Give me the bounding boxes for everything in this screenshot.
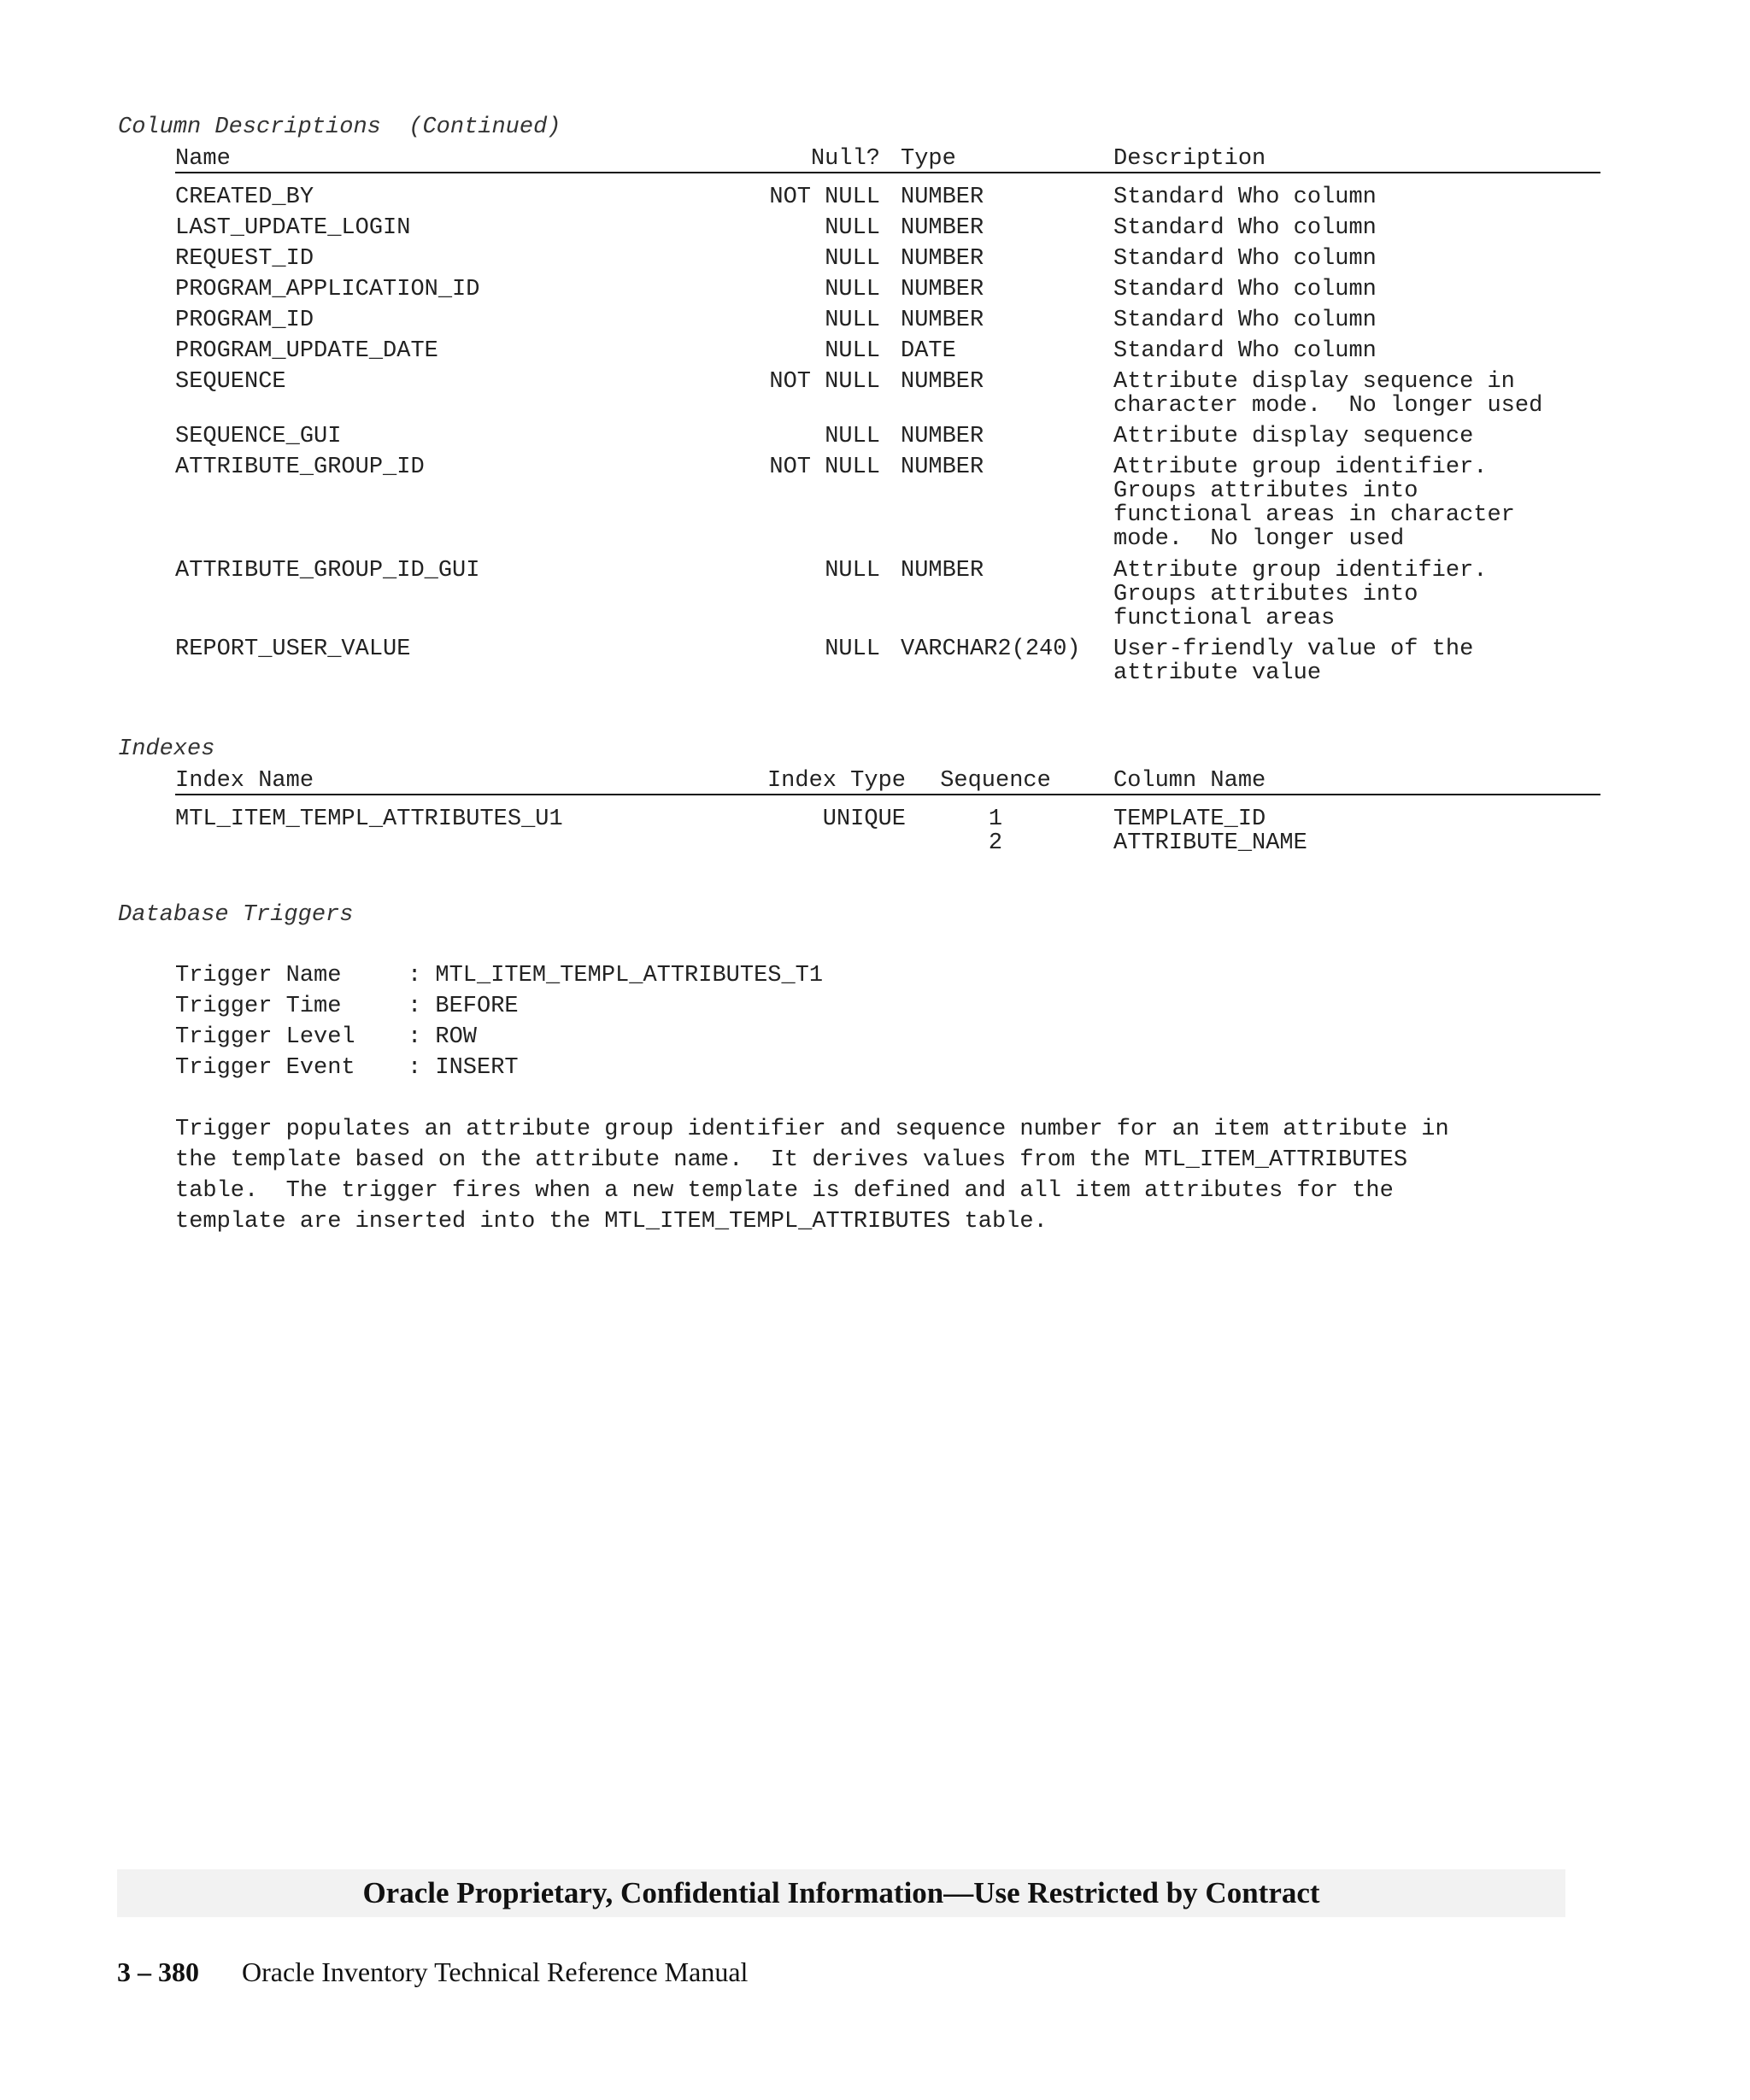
column-description-line: attribute value — [1113, 660, 1322, 686]
column-nullability: NULL — [825, 558, 880, 584]
trigger-description-line: the template based on the attribute name. It derives values from the MTL_ITEM_ATTRIBUTES — [175, 1147, 1408, 1173]
column-description — [1113, 185, 1609, 209]
column-description — [1113, 370, 1609, 418]
column-description-line: Standard Who column — [1113, 308, 1377, 333]
index-column-name: ATTRIBUTE_NAME — [1113, 830, 1307, 856]
trigger-field-value: : INSERT — [408, 1055, 519, 1081]
database-triggers-title: Database Triggers — [118, 902, 354, 928]
confidential-banner: Oracle Proprietary, Confidential Information––Use Restricted by Contract — [117, 1869, 1565, 1917]
page-number: 3 – 380 — [117, 1956, 199, 1987]
column-name: PROGRAM_ID — [175, 308, 314, 333]
column-name: PROGRAM_APPLICATION_ID — [175, 277, 480, 302]
column-name: CREATED_BY — [175, 185, 314, 210]
column-name: SEQUENCE_GUI — [175, 424, 342, 449]
column-description-line: Standard Who column — [1113, 277, 1377, 302]
index-type: UNIQUE — [822, 807, 906, 832]
trigger-field — [175, 1022, 477, 1053]
column-name: ATTRIBUTE_GROUP_ID — [175, 455, 425, 480]
column-name: REQUEST_ID — [175, 246, 314, 272]
trigger-field-value: : ROW — [408, 1024, 478, 1050]
column-nullability: NOT NULL — [769, 185, 880, 210]
trigger-field — [175, 960, 823, 991]
column-nullability: NULL — [825, 277, 880, 302]
column-type: NUMBER — [901, 369, 984, 395]
col-header-null: Null? — [810, 146, 880, 172]
column-description-line: Attribute group identifier. — [1113, 455, 1488, 480]
column-nullability: NOT NULL — [769, 455, 880, 480]
column-name: ATTRIBUTE_GROUP_ID_GUI — [175, 558, 480, 584]
column-nullability: NULL — [825, 338, 880, 364]
column-type: NUMBER — [901, 185, 984, 210]
column-type: VARCHAR2(240) — [901, 636, 1081, 662]
column-type: NUMBER — [901, 424, 984, 449]
column-description-line: Attribute display sequence — [1113, 424, 1474, 449]
trigger-description-line: Trigger populates an attribute group identifier and sequence number for an item attribute in — [175, 1117, 1449, 1142]
trigger-field-label: Trigger Time — [175, 994, 342, 1019]
col-header-description: Description — [1113, 146, 1266, 172]
column-name: PROGRAM_UPDATE_DATE — [175, 338, 438, 364]
column-description-line: Groups attributes into — [1113, 478, 1418, 504]
column-nullability: NULL — [825, 636, 880, 662]
column-description-line: Attribute group identifier. — [1113, 558, 1488, 584]
column-description-line: mode. No longer used — [1113, 526, 1405, 552]
column-description — [1113, 247, 1609, 271]
column-description-line: functional areas in character — [1113, 502, 1515, 528]
column-description-line: User-friendly value of the — [1113, 636, 1474, 662]
column-description — [1113, 425, 1609, 449]
idx-header-index-type: Index Type — [766, 768, 906, 794]
column-description-line: character mode. No longer used — [1113, 393, 1543, 419]
index-sequence: 2 — [988, 830, 1003, 856]
column-type: DATE — [901, 338, 956, 364]
column-type: NUMBER — [901, 277, 984, 302]
trigger-field — [175, 991, 519, 1022]
column-name: SEQUENCE — [175, 369, 286, 395]
trigger-description — [175, 1114, 1628, 1237]
column-description-line: Groups attributes into — [1113, 582, 1418, 607]
trigger-field-label: Trigger Name — [175, 963, 342, 988]
trigger-field — [175, 1053, 519, 1083]
trigger-field-label: Trigger Level — [175, 1024, 355, 1050]
manual-title: Oracle Inventory Technical Reference Manual — [242, 1956, 749, 1987]
trigger-field-label: Trigger Event — [175, 1055, 355, 1081]
column-description — [1113, 455, 1609, 551]
column-description-line: Standard Who column — [1113, 185, 1377, 210]
column-description — [1113, 278, 1609, 302]
column-description-line: Standard Who column — [1113, 246, 1377, 272]
column-header-rule — [175, 172, 1600, 173]
column-nullability: NOT NULL — [769, 369, 880, 395]
trigger-field-value: : BEFORE — [408, 994, 519, 1019]
column-type: NUMBER — [901, 558, 984, 584]
index-name: MTL_ITEM_TEMPL_ATTRIBUTES_U1 — [175, 807, 563, 832]
index-sequence: 1 — [988, 807, 1003, 832]
column-nullability: NULL — [825, 308, 880, 333]
column-description — [1113, 339, 1609, 363]
column-description — [1113, 308, 1609, 332]
col-header-name: Name — [175, 146, 231, 172]
column-descriptions-title: Column Descriptions (Continued) — [118, 114, 561, 140]
index-header-rule — [175, 794, 1600, 795]
column-nullability: NULL — [825, 246, 880, 272]
column-type: NUMBER — [901, 246, 984, 272]
idx-header-index-name: Index Name — [175, 768, 314, 794]
column-type: NUMBER — [901, 308, 984, 333]
column-description-line: Standard Who column — [1113, 338, 1377, 364]
column-description — [1113, 559, 1609, 631]
trigger-field-value: : MTL_ITEM_TEMPL_ATTRIBUTES_T1 — [408, 963, 824, 988]
idx-header-column-name: Column Name — [1113, 768, 1266, 794]
indexes-title: Indexes — [118, 736, 215, 762]
column-type: NUMBER — [901, 455, 984, 480]
column-description-line: functional areas — [1113, 606, 1336, 631]
column-description-line: Standard Who column — [1113, 215, 1377, 241]
trigger-description-line: table. The trigger fires when a new template is defined and all item attributes for the — [175, 1178, 1394, 1204]
trigger-description-line: template are inserted into the MTL_ITEM_TEMPL_ATTRIBUTES table. — [175, 1209, 1048, 1235]
column-nullability: NULL — [825, 424, 880, 449]
index-column-name: TEMPLATE_ID — [1113, 807, 1266, 832]
idx-header-sequence: Sequence — [940, 768, 1051, 794]
column-description — [1113, 637, 1609, 685]
column-description-line: Attribute display sequence in — [1113, 369, 1515, 395]
column-description — [1113, 216, 1609, 240]
col-header-type: Type — [901, 146, 956, 172]
column-name: LAST_UPDATE_LOGIN — [175, 215, 411, 241]
column-nullability: NULL — [825, 215, 880, 241]
column-type: NUMBER — [901, 215, 984, 241]
column-name: REPORT_USER_VALUE — [175, 636, 411, 662]
